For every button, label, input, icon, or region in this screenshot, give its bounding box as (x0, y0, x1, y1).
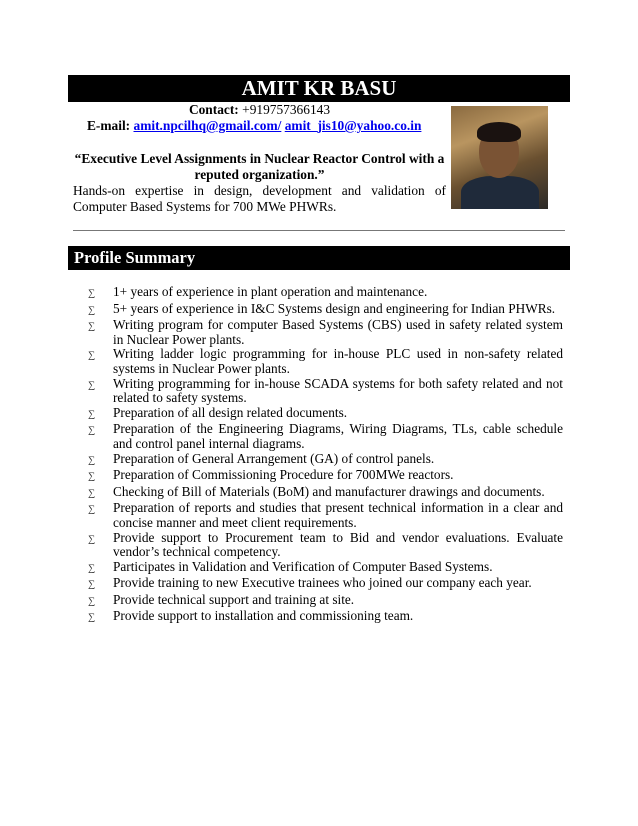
bullet-icon: ∑ (88, 533, 96, 545)
expertise-summary: Hands-on expertise in design, development and validation of Computer Based Systems for 700 MWe PHWRs. (73, 183, 446, 214)
bullet-icon: ∑ (88, 579, 96, 591)
list-item (88, 576, 563, 593)
phone-number: +919757366143 (242, 102, 331, 117)
list-item-text: Checking of Bill of Materials (BoM) and manufacturer drawings and documents. (113, 483, 545, 499)
list-item (88, 377, 563, 406)
email-label: E-mail: (87, 118, 131, 133)
bullet-icon: ∑ (88, 304, 96, 316)
photo-hair (477, 122, 521, 142)
bullet-icon: ∑ (88, 379, 96, 391)
list-item-text: Provide support to Procurement team to Bid and vendor evaluations. Evaluate vendor’s technical competency. (113, 529, 563, 560)
list-item-text: Writing programming for in-house SCADA systems for both safety related and not related to safety systems. (113, 375, 563, 406)
list-item (88, 609, 563, 626)
list-item (88, 285, 563, 302)
email-line (73, 118, 446, 134)
list-item (88, 593, 563, 610)
list-item-text: Provide technical support and training at site. (113, 591, 355, 607)
list-item (88, 318, 563, 347)
list-item (88, 347, 563, 376)
profile-photo (451, 106, 548, 209)
list-item-text: Provide training to new Executive trainees who joined our company each year. (113, 575, 532, 591)
bullet-icon: ∑ (88, 321, 96, 333)
list-item-text: Provide support to installation and commissioning team. (113, 608, 414, 624)
section-heading-profile-summary: Profile Summary (68, 246, 570, 270)
list-item (88, 406, 563, 423)
horizontal-divider (73, 230, 565, 231)
list-item (88, 560, 563, 577)
candidate-name: AMIT KR BASU (68, 75, 570, 102)
list-item (88, 468, 563, 485)
profile-summary-list (88, 285, 563, 626)
list-item-text: Writing program for computer Based Systems (CBS) used in safety related system in Nuclear Power plants. (113, 317, 563, 347)
career-objective: “Executive Level Assignments in Nuclear Reactor Control with a reputed organization.” (74, 151, 445, 182)
email-link-yahoo[interactable]: amit_jis10@yahoo.co.in (284, 118, 422, 133)
bullet-icon: ∑ (88, 288, 96, 299)
list-item-text: 1+ years of experience in plant operation and maintenance. (113, 284, 428, 299)
list-item-text: 5+ years of experience in I&C Systems design and engineering for Indian PHWRs. (113, 300, 556, 316)
list-item-text: Preparation of reports and studies that present technical information in a clear and concise manner and meet client requirements. (113, 500, 563, 530)
bullet-icon: ∑ (88, 425, 96, 437)
bullet-icon: ∑ (88, 612, 96, 624)
header-info (73, 102, 446, 215)
list-item (88, 501, 563, 530)
list-item-text: Preparation of the Engineering Diagrams, Wiring Diagrams, TLs, cable schedule and control panel internal diagrams. (113, 421, 563, 451)
bullet-icon: ∑ (88, 408, 96, 420)
list-item-text: Preparation of all design related documents. (113, 404, 348, 420)
list-item-text: Participates in Validation and Verification of Computer Based Systems. (113, 558, 493, 574)
list-item-text: Writing ladder logic programming for in-house PLC used in non-safety related systems in Nuclear Power plants. (113, 346, 563, 376)
contact-label: Contact: (188, 102, 239, 117)
list-item-text: Preparation of General Arrangement (GA) of control panels. (113, 450, 435, 466)
bullet-icon: ∑ (88, 562, 96, 574)
contact-line (73, 102, 446, 118)
list-item (88, 452, 563, 469)
list-item (88, 485, 563, 502)
list-item-text: Preparation of Commissioning Procedure for 700MWe reactors. (113, 467, 454, 483)
email-link-gmail[interactable]: amit.npcilhq@gmail.com/ (133, 118, 282, 133)
bullet-icon: ∑ (88, 487, 96, 499)
bullet-icon: ∑ (88, 350, 96, 362)
bullet-icon: ∑ (88, 471, 96, 483)
bullet-icon: ∑ (88, 454, 96, 466)
list-item (88, 531, 563, 560)
list-item (88, 302, 563, 319)
list-item (88, 422, 563, 451)
bullet-icon: ∑ (88, 595, 96, 607)
photo-shirt (461, 176, 539, 209)
bullet-icon: ∑ (88, 504, 96, 516)
